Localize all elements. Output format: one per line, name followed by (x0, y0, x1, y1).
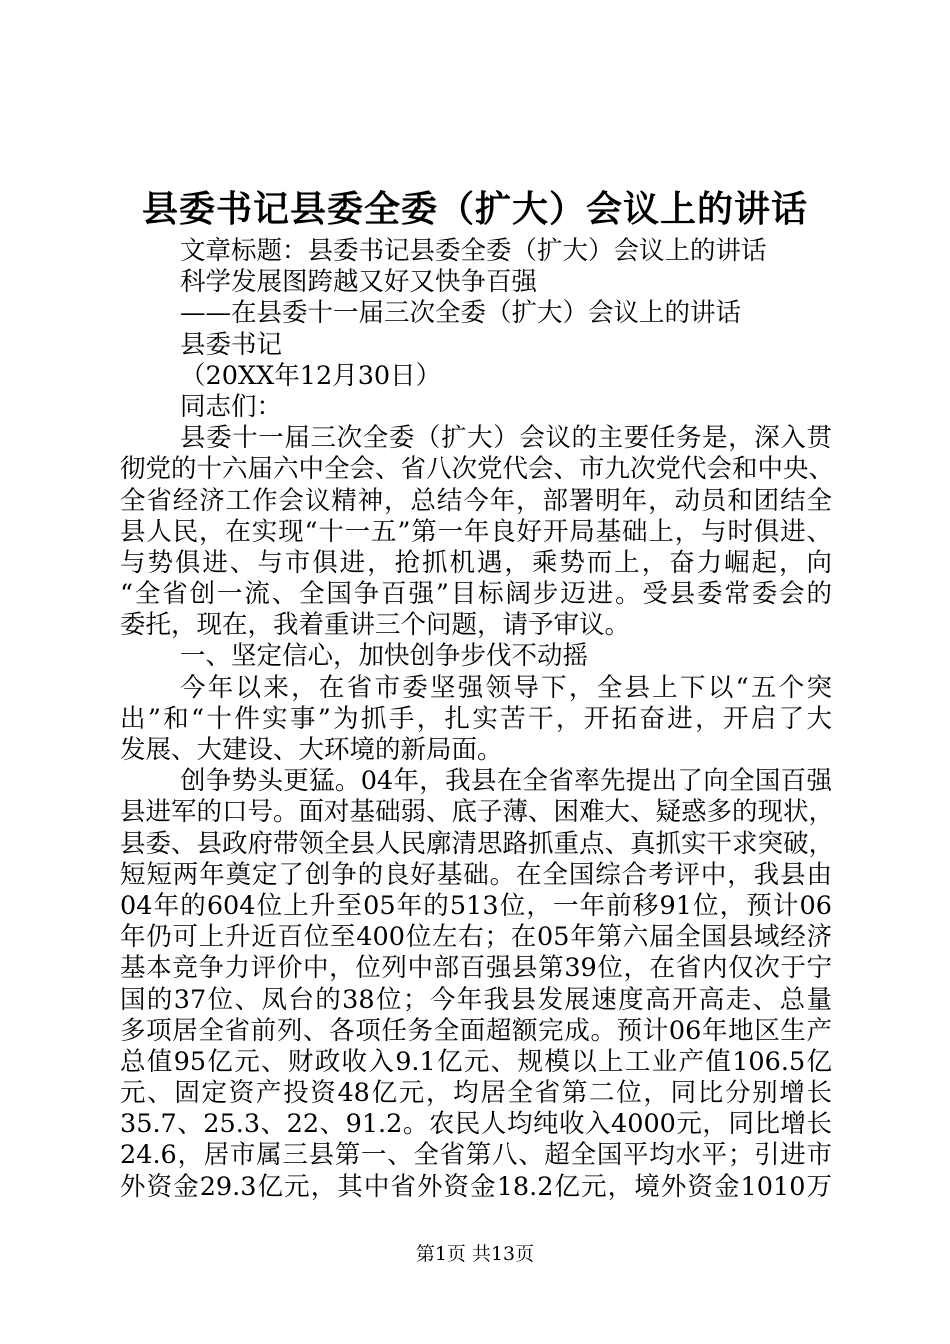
date-line: （20XX年12月30日） (180, 360, 442, 391)
paragraph-line: 彻党的十六届六中全会、省八次党代会、市九次党代会和中央、 (120, 454, 835, 485)
paragraph-line: 基本竞争力评价中，位列中部百强县第39位，在省内仅次于宁 (120, 953, 832, 984)
paragraph-line: 多项居全省前列、各项任务全面超额完成。预计06年地区生产 (120, 1015, 832, 1046)
paragraph-line: 委托，现在，我着重讲三个问题，请予审议。 (120, 610, 631, 641)
paragraph-line: 元、固定资产投资48亿元，均居全省第二位，同比分别增长 (120, 1078, 832, 1109)
paragraph-line: 年仍可上升近百位至400位左右；在05年第六届全国县域经济 (120, 922, 832, 953)
paragraph-line: 创争势头更猛。04年，我县在全省率先提出了向全国百强 (180, 766, 832, 797)
paragraph-line: 今年以来，在省市委坚强领导下，全县上下以“五个突 (180, 672, 832, 703)
paragraph-line: 全省经济工作会议精神，总结今年，部署明年，动员和团结全 (120, 485, 832, 516)
article-title-line: 文章标题：县委书记县委全委（扩大）会议上的讲话 (180, 236, 767, 266)
paragraph-line: 县委十一届三次全委（扩大）会议的主要任务是，深入贯 (180, 423, 832, 454)
salutation-line: 同志们： (180, 391, 283, 422)
paragraph-line: 县委、县政府带领全县人民廓清思路抓重点、真抓实干求突破， (120, 828, 835, 859)
paragraph-line: 国的37位、凤台的38位；今年我县发展速度高开高走、总量 (120, 984, 832, 1015)
document-title: 县委书记县委全委（扩大）会议上的讲话 (141, 188, 808, 230)
paragraph-line: 县人民，在实现“十一五”第一年良好开局基础上，与时俱进、 (120, 516, 832, 547)
paragraph-line: “全省创一流、全国争百强”目标阔步迈进。受县委常委会的 (120, 579, 832, 610)
paragraph-momentum (120, 766, 835, 1203)
paragraph-line: 总值95亿元、财政收入9.1亿元、规模以上工业产值106.5亿 (120, 1046, 832, 1077)
paragraph-line: 短短两年奠定了创争的良好基础。在全国综合考评中，我县由 (120, 859, 832, 890)
speaker-line: 县委书记 (180, 329, 283, 360)
paragraph-line: 24.6，居市属三县第一、全省第八、超全国平均水平；引进市 (120, 1140, 832, 1171)
paragraph-line: 35.7、25.3、22、91.2。农民人均纯收入4000元，同比增长 (120, 1109, 832, 1140)
subtitle-line: 科学发展图跨越又好又快争百强 (180, 267, 538, 298)
paragraph-opening (120, 423, 835, 641)
paragraph-line: 04年的604位上升至05年的513位，一年前移91位，预计06 (120, 890, 832, 921)
paragraph-line: 外资金29.3亿元，其中省外资金18.2亿元，境外资金1010万 (120, 1171, 832, 1202)
paragraph-line: 发展、大建设、大环境的新局面。 (120, 735, 503, 765)
section-heading: 一、坚定信心，加快创争步伐不动摇 (180, 641, 589, 672)
paragraph-line: 与势俱进、与市俱进，抢抓机遇，乘势而上，奋力崛起，向 (120, 547, 832, 578)
page-number-footer: 第1页 共13页 (415, 1243, 535, 1265)
paragraph-line: 出”和“十件实事”为抓手，扎实苦干，开拓奋进，开启了大 (120, 703, 832, 734)
paragraph-overview (120, 673, 832, 767)
paragraph-line: 县进军的口号。面对基础弱、底子薄、困难大、疑惑多的现状， (120, 797, 835, 828)
speech-occasion-line: ——在县委十一届三次全委（扩大）会议上的讲话 (180, 298, 742, 329)
document-body (120, 236, 835, 1203)
